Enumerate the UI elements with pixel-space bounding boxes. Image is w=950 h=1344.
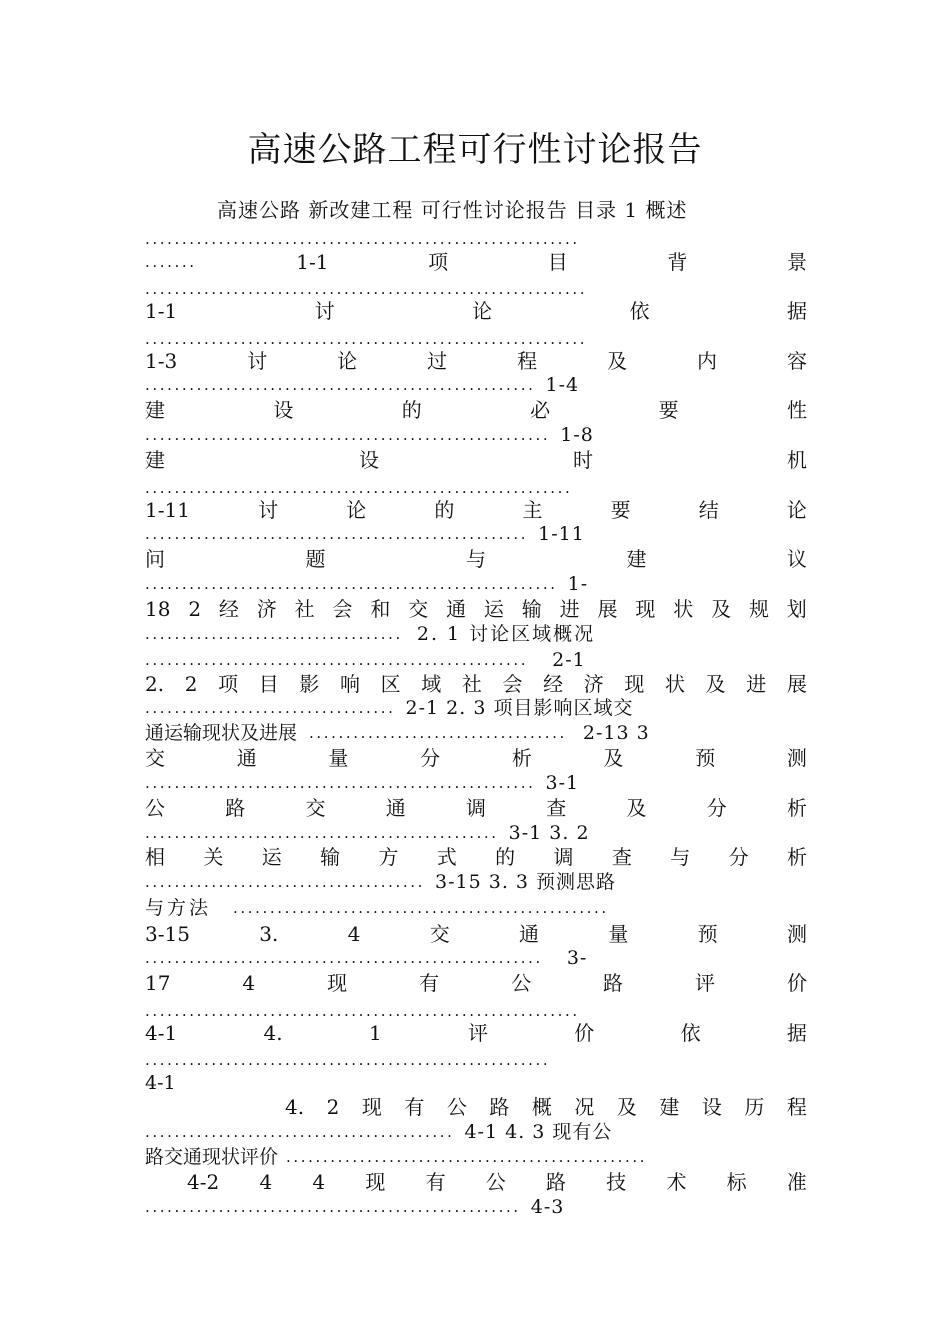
page-number: 2-13 3	[582, 722, 650, 744]
toc-dot-leader: .................................. 2-1 2. 3 项目影响区域交	[145, 697, 634, 719]
toc-dot-leader: ...................................... 3-15 3. 3 预测思路	[145, 871, 617, 893]
toc-line: 交 通 量 分 析 及 预 测	[145, 746, 807, 770]
toc-dot-leader: ..........................................................	[145, 479, 573, 497]
toc-dot-leader: .......................................... 4-1 4. 3 现有公	[145, 1121, 613, 1143]
toc-dot-leader: ...................................................... 3-	[145, 947, 588, 969]
toc-line: 4-2 4 4 现 有 公 路 技 术 标 准	[187, 1170, 807, 1194]
toc-line: 公 路 交 通 调 查 及 分 析	[145, 796, 807, 820]
toc-line: 建 设 的 必 要 性	[145, 398, 807, 422]
page-number: 1-	[567, 573, 589, 595]
toc-line: 3-15 3. 4 交 通 量 预 测	[145, 922, 807, 946]
toc-line: 通运输现状及进展 ................................... 2-13 3	[145, 722, 650, 744]
page-number: 3-1	[545, 772, 580, 794]
toc-line: 1-3 讨 论 过 程 及 内 容	[145, 349, 807, 373]
toc-dot-leader: .......................................................	[145, 1051, 551, 1069]
toc-dot-leader: ...........................................................	[145, 1002, 580, 1020]
toc-entry: 与方法	[145, 897, 212, 919]
toc-line: 与方法 ...................................................	[145, 897, 609, 919]
toc-dot-leader: ................................................... 4-3	[145, 1196, 565, 1218]
toc-dot-leader: ............................................................	[145, 330, 588, 348]
toc-line: ....... 1-1 项 目 背 景	[145, 250, 807, 274]
toc-entry: 4-1 4. 3 现有公	[464, 1121, 613, 1143]
page-number: 3-	[566, 947, 588, 969]
toc-dot-leader: ..................................................... 3-1	[145, 772, 580, 794]
toc-line: 4. 2 现 有 公 路 概 况 及 建 设 历 程	[285, 1095, 807, 1119]
document-title: 高速公路工程可行性讨论报告	[247, 130, 703, 170]
toc-entry: 3-15 3. 3 预测思路	[435, 871, 617, 893]
toc-entry: 通运输现状及进展	[145, 722, 298, 744]
toc-entry: 路交通现状评价	[145, 1146, 279, 1168]
page-number: 4-1	[145, 1072, 176, 1094]
toc-line: 4-1 4. 1 评 价 依 据	[145, 1021, 807, 1045]
toc-entry: 2. 1 讨论区域概况	[416, 623, 596, 645]
page-number: 4-3	[530, 1196, 565, 1218]
page-number: 1-4	[545, 374, 580, 396]
toc-line: 1-11 讨 论 的 主 要 结 论	[145, 498, 807, 522]
toc-dot-leader: ................................................ 3-1 3. 2	[145, 822, 590, 844]
toc-dot-leader: ....................................................... 1-8	[145, 424, 594, 446]
toc-line: 18 2 经 济 社 会 和 交 通 运 输 进 展 现 状 及 规 划	[145, 597, 807, 621]
toc-dot-leader: ........................................................ 1-	[145, 573, 589, 595]
page-number: 2-1	[552, 649, 586, 671]
toc-line: 建 设 时 机	[145, 448, 807, 472]
toc-entry: 2-1 2. 3 项目影响区域交	[405, 697, 634, 719]
toc-dot-leader: ............................................................	[145, 280, 588, 298]
toc-line: 路交通现状评价 .................................................	[145, 1146, 648, 1168]
toc-line: 高速公路 新改建工程 可行性讨论报告 目录 1 概述	[217, 198, 688, 222]
toc-dot-leader: .................................................... 2-1	[145, 649, 586, 671]
toc-dot-leader: ..................................................... 1-4	[145, 374, 580, 396]
toc-dot-leader: ................................... 2. 1 讨论区域概况	[145, 623, 596, 645]
page-number: 1-8	[560, 424, 594, 446]
toc-entry: 3-1 3. 2	[508, 822, 590, 844]
toc-dot-leader: .................................................... 1-11	[145, 523, 585, 545]
toc-dot-leader: ...........................................................	[145, 230, 580, 248]
toc-line: 1-1 讨 论 依 据	[145, 299, 807, 323]
page-number: 1-11	[538, 523, 585, 545]
toc-line: 问 题 与 建 议	[145, 547, 807, 571]
toc-line: 相 关 运 输 方 式 的 调 查 与 分 析	[145, 845, 807, 869]
toc-line: 17 4 现 有 公 路 评 价	[145, 971, 807, 995]
toc-line: 2. 2 项 目 影 响 区 域 社 会 经 济 现 状 及 进 展	[145, 672, 807, 696]
